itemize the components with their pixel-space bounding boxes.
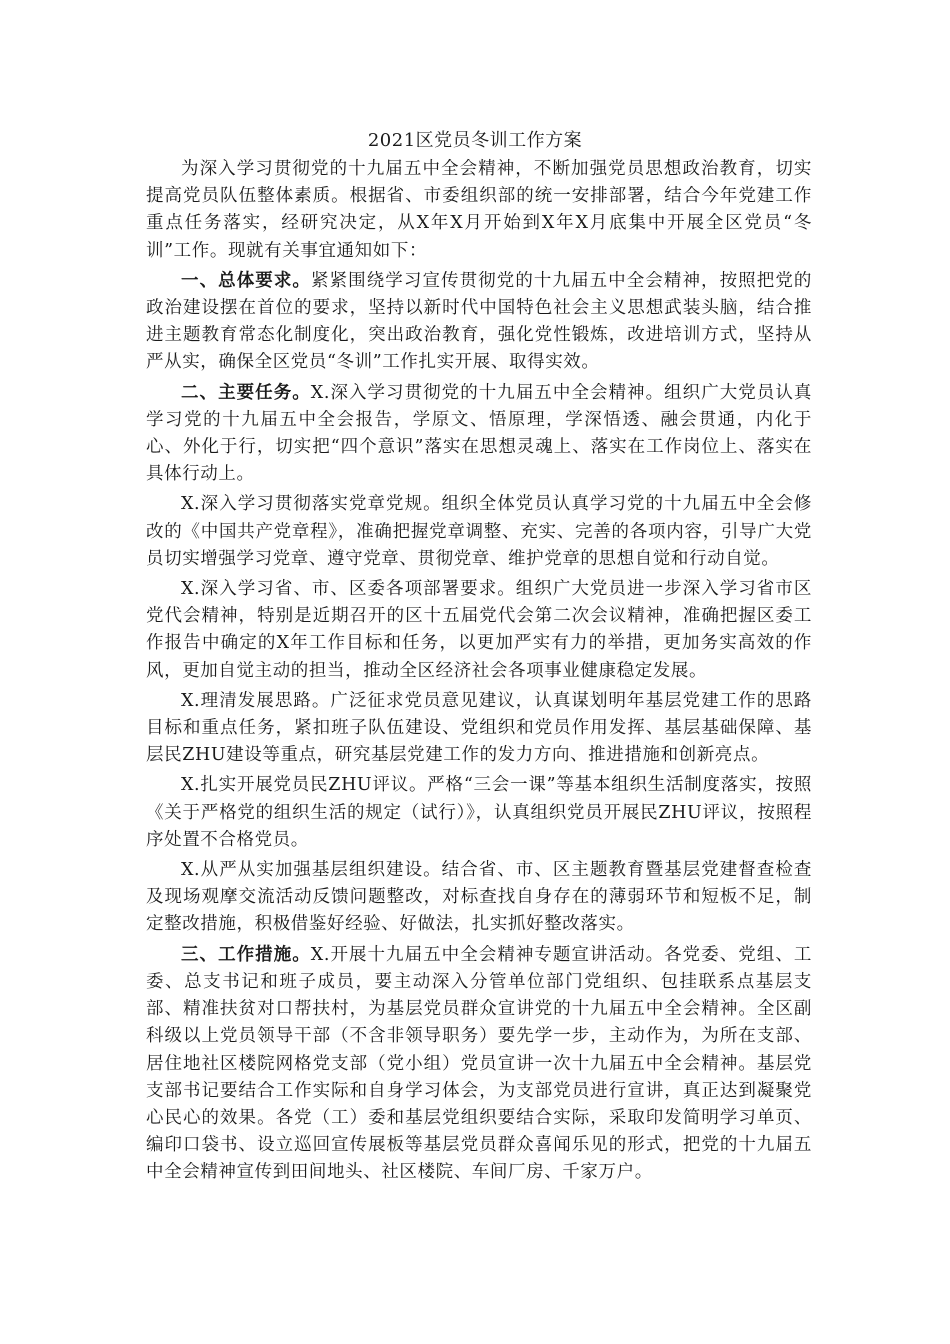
paragraph-text: X.理清发展思路。广泛征求党员意见建议，认真谋划明年基层党建工作的思路目标和重点任务，紧扣班子队伍建设、党组织和党员作用发挥、基层基础保障、基层民ZHU建设等重点，研究基层党建工作的发力方向、推进措施和创新亮点。 <box>146 690 812 766</box>
section-heading: 二、主要任务。 <box>181 382 311 403</box>
paragraph-text: X.深入学习贯彻落实党章党规。组织全体党员认真学习党的十九届五中全会修改的《中国共产党章程》，准确把握党章调整、充实、完善的各项内容，引导广大党员切实增强学习党章、遵守党章、贯彻党章、维护党章的思想自觉和行动自觉。 <box>146 494 812 569</box>
paragraph-text: X.开展十九届五中全会精神专题宣讲活动。各党委、党组、工委、总支书记和班子成员，要主动深入分管单位部门党组织、包挂联系点基层支部、精准扶贫对口帮扶村，为基层党员群众宣讲党的十九届五中全会精神。全区副科级以上党员领导干部（不含非领导职务）要先学一步，主动作为，为所在支部、居住地社区楼院网格党支部（党小组）党员宣讲一次十九届五中全会精神。基层党支部书记要结合工作实际和自身学习体会，为支部党员进行宣讲，真正达到凝聚党心民心的效果。各党（工）委和基层党组织要结合实际，采取印发简明学习单页、编印口袋书、设立巡回宣传展板等基层党员群众喜闻乐见的形式，把党的十九届五中全会精神宣传到田间地头、社区楼院、车间厂房、千家万户。 <box>146 944 812 1183</box>
paragraph-task-party-constitution <box>146 491 812 573</box>
paragraph-text: 紧紧围绕学习宣传贯彻党的十九届五中全会精神，按照把党的政治建设摆在首位的要求，坚持以新时代中国特色社会主义思想武装头脑，结合推进主题教育常态化制度化，突出政治教育，强化党性锻炼，改进培训方式，坚持从严从实，确保全区党员“冬训”工作扎实开展、取得实效。 <box>146 270 812 373</box>
paragraph-text: X.深入学习贯彻党的十九届五中全会精神。组织广大党员认真学习党的十九届五中全会报告，学原文、悟原理，学深悟透、融会贯通，内化于心、外化于行，切实把“四个意识”落实在思想灵魂上、落实在工作岗位上、落实在具体行动上。 <box>146 382 812 485</box>
document-title: 2021区党员冬训工作方案 <box>367 130 583 151</box>
paragraph-main-tasks <box>146 380 812 489</box>
paragraph-intro <box>146 156 812 265</box>
paragraph-task-development <box>146 688 812 770</box>
paragraph-general-requirements <box>146 268 812 377</box>
paragraph-task-evaluation <box>146 772 812 854</box>
paragraph-text: X.从严从实加强基层组织建设。结合省、市、区主题教育暨基层党建督查检查及现场观摩交流活动反馈问题整改，对标查找自身存在的薄弱环节和短板不足，制定整改措施，积极借鉴好经验、好做法，扎实抓好整改落实。 <box>146 860 812 935</box>
paragraph-text: 为深入学习贯彻党的十九届五中全会精神，不断加强党员思想政治教育，切实提高党员队伍整体素质。根据省、市委组织部的统一安排部署，结合今年党建工作重点任务落实，经研究决定，从X年X月开始到X年X月底集中开展全区党员“冬训”工作。现就有关事宜通知如下： <box>146 159 812 261</box>
paragraph-task-organization <box>146 857 812 939</box>
section-heading: 三、工作措施。 <box>181 944 311 965</box>
paragraph-text: X.深入学习省、市、区委各项部署要求。组织广大党员进一步深入学习省市区党代会精神，特别是近期召开的区十五届党代会第二次会议精神，准确把握区委工作报告中确定的X年工作目标和任务，以更加严实有力的举措，更加务实高效的作风，更加自觉主动的担当，推动全区经济社会各项事业健康稳定发展。 <box>146 579 812 681</box>
paragraph-text: X.扎实开展党员民ZHU评议。严格“三会一课”等基本组织生活制度落实，按照《关于严格党的组织生活的规定（试行）》，认真组织党员开展民ZHU评议，按照程序处置不合格党员。 <box>146 775 812 850</box>
section-heading: 一、总体要求。 <box>181 270 312 291</box>
paragraph-work-measures <box>146 942 812 1187</box>
document-body <box>146 156 812 1187</box>
paragraph-task-deployment <box>146 576 812 685</box>
